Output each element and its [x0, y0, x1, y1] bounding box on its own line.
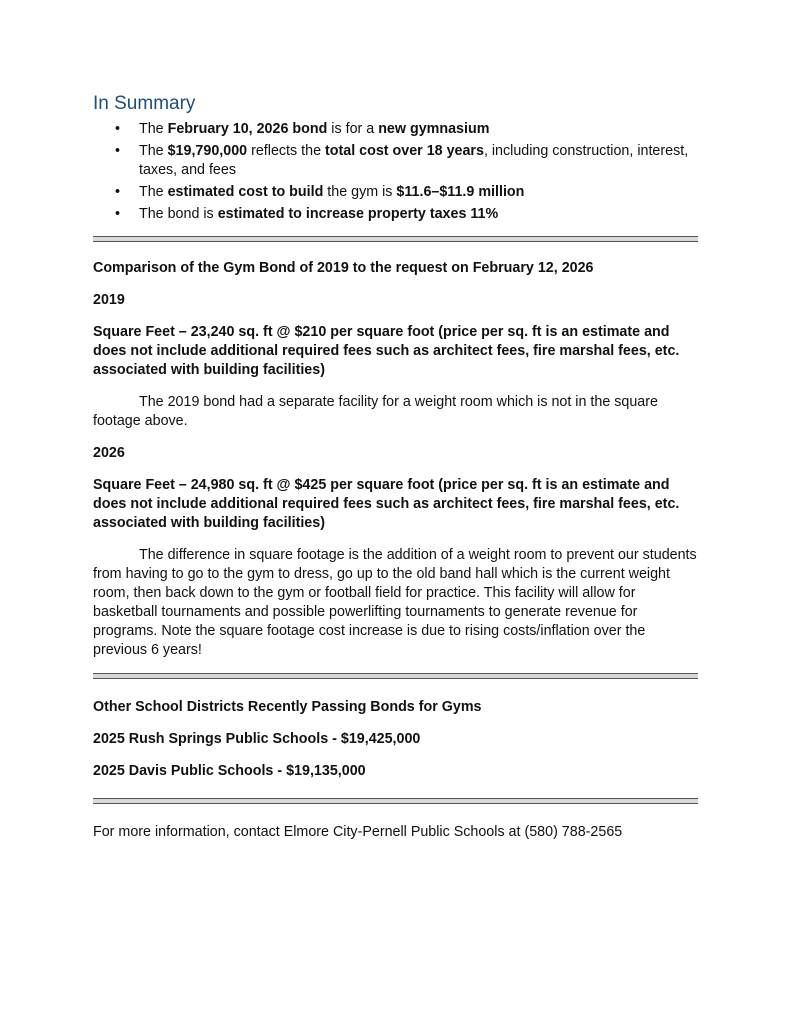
bold-text-run: $11.6–$11.9 million [396, 184, 525, 200]
summary-bullet-item [93, 142, 698, 180]
year-2019-square-feet: Square Feet – 23,240 sq. ft @ $210 per square foot (price per sq. ft is an estimate and does not include additional required fees such as architect fees, fire marshal fees, etc. associated with building facilities) [93, 324, 680, 378]
district-bond-item: 2025 Davis Public Schools - $19,135,000 [93, 763, 366, 779]
summary-heading: In Summary [93, 93, 196, 114]
text-run: The [139, 143, 168, 159]
summary-bullet-item [93, 205, 698, 224]
text-run: reflects the [247, 143, 325, 159]
year-2026-heading: 2026 [93, 445, 125, 461]
contact-info: For more information, contact Elmore City-Pernell Public Schools at (580) 788-2565 [93, 824, 623, 840]
bullet-icon: • [115, 121, 121, 137]
text-run: The [139, 121, 168, 137]
summary-bullet-item [93, 120, 698, 139]
bullet-icon: • [115, 184, 121, 200]
bullet-icon: • [115, 206, 121, 222]
bold-text-run: $19,790,000 [167, 143, 248, 159]
comparison-title: Comparison of the Gym Bond of 2019 to the request on February 12, 2026 [93, 260, 594, 276]
bold-text-run: February 10, 2026 bond [167, 121, 328, 137]
bold-text-run: estimated cost to build [167, 184, 324, 200]
bullet-icon: • [115, 143, 121, 159]
bold-text-run: estimated to increase property taxes 11% [217, 206, 499, 222]
bold-text-run: new gymnasium [378, 121, 490, 137]
other-districts-title: Other School Districts Recently Passing Bonds for Gyms [93, 699, 482, 715]
summary-bullet-item [93, 183, 698, 202]
document-page [93, 92, 698, 842]
bold-text-run: total cost over 18 years [325, 143, 484, 159]
text-run: is for a [327, 121, 379, 137]
text-run: the gym is [323, 184, 397, 200]
text-run: The bond is [139, 206, 218, 222]
summary-bullet-text [139, 184, 524, 200]
year-2019-heading: 2019 [93, 292, 125, 308]
text-run: The [139, 184, 168, 200]
summary-bullet-text [139, 206, 498, 222]
district-bond-item: 2025 Rush Springs Public Schools - $19,425,000 [93, 731, 421, 747]
text-run: , including construction, interest, taxes, and fees [139, 143, 689, 178]
year-2026-square-feet: Square Feet – 24,980 sq. ft @ $425 per square foot (price per sq. ft is an estimate and does not include additional required fees such as architect fees, fire marshal fees, etc. associated with building facilities) [93, 477, 680, 531]
summary-bullet-text [139, 121, 489, 137]
year-2019-note: The 2019 bond had a separate facility for a weight room which is not in the square footage above. [93, 394, 658, 429]
summary-bullet-list [93, 120, 698, 224]
summary-bullet-text [139, 143, 688, 178]
year-2026-note: The difference in square footage is the addition of a weight room to prevent our students from having to go to the gym to dress, go up to the old band hall which is the current weight room, then back down to the gym or football field for practice. This facility will allow for basketball tournaments and possible powerlifting tournaments to generate revenue for programs. Note the square footage cost increase is due to rising costs/inflation over the previous 6 years! [93, 547, 697, 658]
